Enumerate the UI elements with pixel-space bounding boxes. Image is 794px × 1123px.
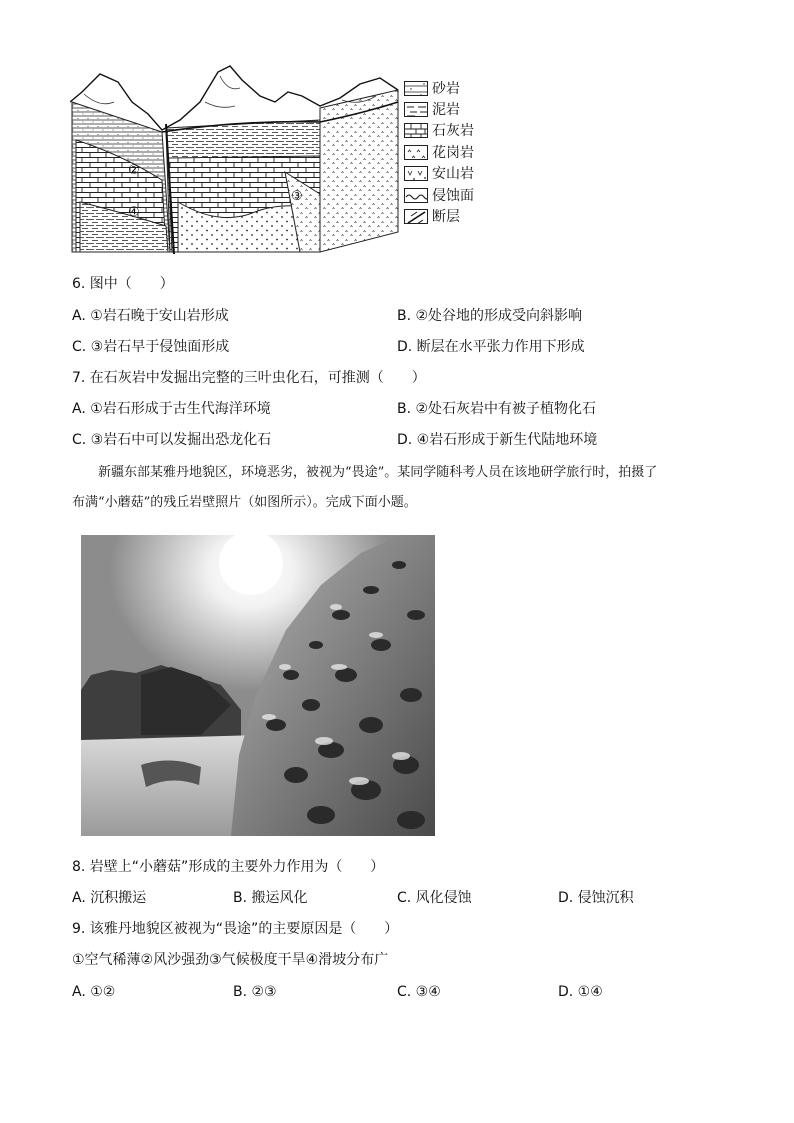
erosion-surface-pattern-icon xyxy=(404,188,428,203)
geologic-cross-section xyxy=(70,62,400,260)
q7-option-d: D. ④岩石形成于新生代陆地环境 xyxy=(397,432,598,448)
legend-label: 砂岩 xyxy=(432,81,460,97)
legend-label: 泥岩 xyxy=(432,102,460,118)
q8-option-b: B. 搬运风化 xyxy=(233,890,308,906)
marker-3: ③ xyxy=(291,189,303,204)
q8-option-d: D. 侵蚀沉积 xyxy=(558,890,634,906)
q6-option-a: A. ①岩石晚于安山岩形成 xyxy=(72,308,229,324)
q6-option-d: D. 断层在水平张力作用下形成 xyxy=(397,339,585,355)
question-8-stem: 8. 岩壁上“小蘑菇”形成的主要外力作用为（ ） xyxy=(72,859,385,875)
marker-2: ② xyxy=(128,163,140,178)
legend-label: 石灰岩 xyxy=(432,123,474,139)
andesite-pattern-icon xyxy=(404,166,428,181)
q6-option-b: B. ②处谷地的形成受向斜影响 xyxy=(397,308,583,324)
q9-option-c: C. ③④ xyxy=(397,984,441,1000)
q9-option-b: B. ②③ xyxy=(233,984,277,1000)
sandstone-pattern-icon xyxy=(404,81,428,96)
limestone-pattern-icon xyxy=(404,123,428,138)
q9-factor-list: ①空气稀薄②风沙强劲③气候极度干旱④滑坡分布广 xyxy=(72,952,389,968)
passage-line-2: 布满“小蘑菇”的残丘岩壁照片（如图所示）。完成下面小题。 xyxy=(72,495,417,510)
q7-option-b: B. ②处石灰岩中有被子植物化石 xyxy=(397,401,597,417)
question-9-stem: 9. 该雅丹地貌区被视为“畏途”的主要原因是（ ） xyxy=(72,921,399,937)
granite-pattern-icon xyxy=(404,145,428,160)
mudstone-pattern-icon xyxy=(404,102,428,117)
fault-pattern-icon xyxy=(404,209,428,224)
legend-label: 侵蚀面 xyxy=(432,188,474,204)
passage-line-1: 新疆东部某雅丹地貌区，环境恶劣，被视为“畏途”。某同学随科考人员在该地研学旅行时，拍摄了 xyxy=(98,465,658,480)
legend-label: 花岗岩 xyxy=(432,145,474,161)
yardang-photo xyxy=(81,535,435,836)
question-6-stem: 6. 图中（ ） xyxy=(72,276,174,292)
q9-option-d: D. ①④ xyxy=(558,984,603,1000)
q7-option-c: C. ③岩石中可以发掘出恐龙化石 xyxy=(72,432,272,448)
q9-option-a: A. ①② xyxy=(72,984,116,1000)
q6-option-c: C. ③岩石早于侵蚀面形成 xyxy=(72,339,230,355)
q8-option-a: A. 沉积搬运 xyxy=(72,890,147,906)
marker-4: ④ xyxy=(128,205,140,220)
q8-option-c: C. 风化侵蚀 xyxy=(397,890,472,906)
q7-option-a: A. ①岩石形成于古生代海洋环境 xyxy=(72,401,271,417)
legend-label: 断层 xyxy=(432,209,460,225)
question-7-stem: 7. 在石灰岩中发掘出完整的三叶虫化石，可推测（ ） xyxy=(72,370,426,386)
legend-label: 安山岩 xyxy=(432,166,474,182)
